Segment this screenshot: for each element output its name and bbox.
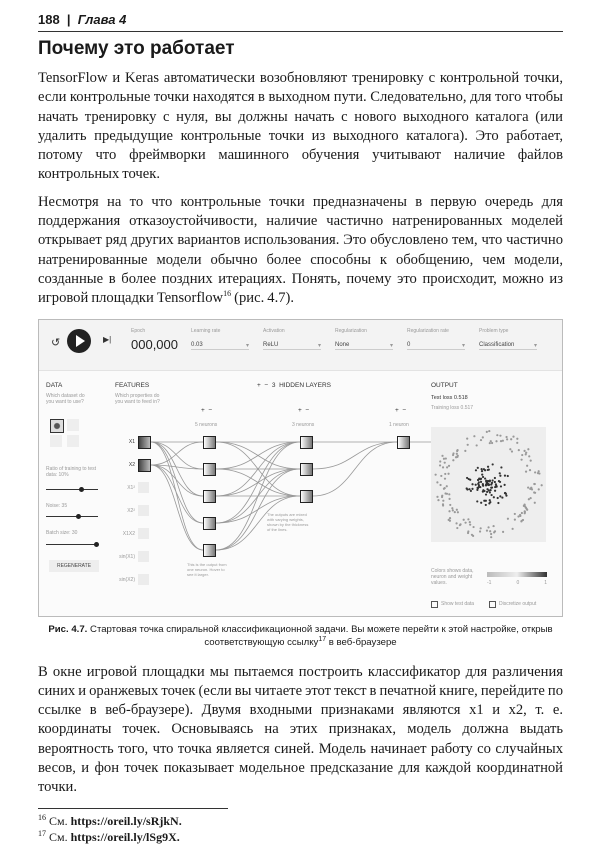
weights-note: The outputs are mixed with varying weights, shown by the thickness of the lines. [267, 511, 309, 532]
data-point [519, 513, 521, 515]
data-point [490, 440, 492, 442]
paragraph: В окне игровой площадки мы пытаемся построить классификатор для различения синих и оранжевых точек (если вы читаете этот текст в печатной книге, перейдите по ссылке в веб-браузере). Двумя входными признаками являются x1 и x2, т. е. координаты точек. Основываясь на этих признаках, модель должна выдать вероятность того, что точка является синей. Модель начинает работу со случайных весов, и фон точек показывает модельное предсказание для каждой координатной точки. [38, 663, 563, 796]
data-point [486, 529, 488, 531]
hidden-layers-title: HIDDEN LAYERS [279, 381, 331, 389]
data-point [447, 472, 449, 474]
data-point [494, 480, 496, 482]
data-point [525, 451, 527, 453]
data-point [435, 473, 437, 475]
data-point [444, 472, 446, 474]
playground-figure [38, 319, 563, 617]
data-point [518, 449, 520, 451]
data-point [477, 466, 479, 468]
data-point [527, 448, 529, 450]
data-point [528, 455, 530, 457]
data-title: DATA [46, 381, 63, 389]
data-point [499, 434, 501, 436]
data-point [482, 483, 484, 485]
caption-text: в веб-браузере [326, 636, 397, 648]
feature-label: X2 [128, 461, 135, 468]
data-point [473, 435, 475, 437]
data-point [489, 442, 491, 444]
output-plot [431, 427, 551, 542]
data-point [493, 496, 495, 498]
data-point [468, 488, 470, 490]
data-point [449, 503, 451, 505]
data-point [466, 437, 468, 439]
data-point [485, 493, 487, 495]
weight-link [313, 442, 397, 469]
data-point [486, 490, 488, 492]
data-point [476, 500, 478, 502]
control-value: 0 [407, 341, 411, 348]
data-point [446, 485, 448, 487]
data-point [455, 456, 457, 458]
data-point [512, 435, 514, 437]
data-point [469, 521, 471, 523]
neuron-buttons[interactable]: + − [298, 406, 310, 414]
data-point [487, 468, 489, 470]
data-point [516, 437, 518, 439]
data-point [489, 479, 491, 481]
data-point [472, 534, 474, 536]
scale-max: 1 [544, 579, 547, 586]
data-point [538, 472, 540, 474]
data-point [489, 499, 491, 501]
control-label: Regularization [335, 327, 367, 334]
data-point [440, 474, 442, 476]
data-point [506, 438, 508, 440]
data-point [538, 470, 540, 472]
neuron[interactable] [203, 490, 216, 503]
data-point [452, 452, 454, 454]
layer-neuron-count: 5 neurons [195, 421, 218, 428]
control-value: 0.03 [191, 341, 203, 348]
epoch-value: 000,000 [131, 336, 178, 352]
step-icon[interactable]: ▶| [103, 334, 112, 344]
figure-caption [38, 623, 563, 649]
data-point [437, 499, 439, 501]
data-point [445, 457, 447, 459]
scale-mid: 0 [516, 579, 520, 586]
feature-label: X1 [128, 438, 135, 445]
data-point [514, 512, 516, 514]
data-point [475, 469, 477, 471]
data-point [497, 496, 499, 498]
control-label: Problem type [479, 327, 509, 334]
data-point [499, 474, 501, 476]
neuron-buttons[interactable]: + − [395, 406, 407, 414]
footnote-number: 16 [38, 812, 46, 822]
data-point [443, 487, 445, 489]
control-value: ReLU [263, 341, 279, 348]
data-point [481, 473, 483, 475]
data-point [504, 474, 506, 476]
data-point [439, 460, 441, 462]
data-point [442, 466, 444, 468]
data-point [482, 490, 484, 492]
data-point [456, 449, 458, 451]
data-point [538, 488, 540, 490]
data-point [514, 518, 516, 520]
data-point [456, 527, 458, 529]
data-point [444, 477, 446, 479]
data-point [480, 477, 482, 479]
data-point [526, 508, 528, 510]
data-point [439, 483, 441, 485]
data-point [494, 530, 496, 532]
data-point [485, 499, 487, 501]
data-point [487, 465, 489, 467]
data-point [464, 521, 466, 523]
neuron[interactable] [397, 436, 410, 449]
feature-label: X1X2 [122, 530, 135, 537]
data-point [442, 499, 444, 501]
feature-label: sin(X2) [119, 576, 135, 583]
footnote-link[interactable]: https://oreil.ly/lSg9X. [70, 829, 180, 844]
data-point [496, 434, 498, 436]
neuron[interactable] [300, 436, 313, 449]
feature-label: X2² [127, 507, 135, 514]
data-point [541, 484, 543, 486]
scale-min: -1 [487, 579, 492, 586]
control-label: Regularization rate [407, 327, 449, 334]
data-point [485, 479, 487, 481]
paragraph [38, 193, 563, 309]
data-point [498, 480, 500, 482]
data-point [456, 508, 458, 510]
data-point [509, 448, 511, 450]
data-point [475, 483, 477, 485]
data-point [517, 515, 519, 517]
weight-link [313, 442, 397, 496]
weight-link [216, 469, 300, 550]
data-point [466, 487, 468, 489]
footnote-rule [38, 808, 228, 809]
data-point [491, 441, 493, 443]
footnote [38, 813, 563, 829]
data-point [469, 523, 471, 525]
data-point [533, 482, 535, 484]
data-point [489, 501, 491, 503]
data-point [507, 474, 509, 476]
data-point [467, 531, 469, 533]
data-point [516, 441, 518, 443]
chevron-down-icon: ▾ [461, 342, 465, 349]
data-point [457, 511, 459, 513]
data-point [448, 493, 450, 495]
caption-text: Стартовая точка спиральной классификационной задачи. Вы можете перейти к этой настройке, открыв соответствующую ссылку [87, 623, 553, 648]
data-point [490, 483, 492, 485]
paragraph-text: Несмотря на то что контрольные точки предназначены в первую очередь для поддержания отказоустойчивости, наличие частично натренированных моделей открывает ряд других вариантов использования. Это обусловлено тем, что частично натренированные модели обычно более способны к обобщению, чем модели, созданные в более поздних итерациях. Понять, почему это происходит, можно из игровой площадки Tensorflow [38, 193, 563, 307]
footnote-number: 17 [38, 828, 46, 838]
data-point [534, 491, 536, 493]
data-point [490, 489, 492, 491]
data-point [481, 468, 483, 470]
weight-link [151, 465, 203, 550]
footnote [38, 829, 563, 845]
data-point [504, 491, 506, 493]
weight-link [216, 442, 300, 523]
data-point [454, 511, 456, 513]
noise-label: Noise: 35 [46, 502, 68, 509]
data-point [507, 517, 509, 519]
data-point [490, 494, 492, 496]
control-label: Learning rate [191, 327, 221, 334]
weight-link [151, 442, 203, 550]
data-point [492, 525, 494, 527]
data-point [521, 454, 523, 456]
data-point [436, 495, 438, 497]
show-test-data-checkbox[interactable] [431, 601, 474, 608]
data-point [499, 495, 501, 497]
data-point [484, 477, 486, 479]
add-layer-button[interactable]: + [257, 381, 261, 389]
control-value: Classification [479, 341, 515, 348]
data-point [529, 469, 531, 471]
data-point [486, 430, 488, 432]
data-point [523, 449, 525, 451]
running-header: 188 | Глава 4 [38, 12, 563, 32]
section-title: Почему это работает [38, 38, 235, 59]
data-point [528, 498, 530, 500]
data-point [490, 532, 492, 534]
data-point [463, 518, 465, 520]
data-point [523, 503, 525, 505]
data-point [444, 461, 446, 463]
data-point [455, 522, 457, 524]
output-title: OUTPUT [431, 381, 458, 389]
caption-label: Рис. 4.7. [48, 623, 88, 635]
neuron[interactable] [203, 544, 216, 557]
features-question: Which properties do you want to feed in? [115, 392, 160, 405]
data-point [511, 450, 513, 452]
data-point [470, 489, 472, 491]
neuron[interactable] [203, 436, 216, 449]
data-point [484, 469, 486, 471]
neuron[interactable] [203, 463, 216, 476]
data-point [444, 492, 446, 494]
data-point [530, 459, 532, 461]
data-point [489, 530, 491, 532]
chevron-down-icon: ▾ [389, 342, 393, 349]
discretize-checkbox[interactable] [489, 601, 536, 608]
data-point [492, 463, 494, 465]
data-question: Which dataset do you want to use? [46, 392, 85, 405]
training-loss: Training loss 0.517 [431, 404, 474, 411]
data-point [525, 470, 527, 472]
checkbox-label: Discretize output [499, 601, 537, 608]
data-point [441, 454, 443, 456]
neuron[interactable] [203, 517, 216, 530]
data-point [504, 483, 506, 485]
data-point [467, 518, 469, 520]
color-scale [487, 572, 547, 577]
reset-icon[interactable]: ↺ [51, 336, 61, 349]
data-point [534, 501, 536, 503]
paragraph-text: (рис. 4.7). [231, 290, 295, 307]
neuron[interactable] [300, 463, 313, 476]
data-point [471, 483, 473, 485]
chevron-down-icon: ▾ [317, 342, 321, 349]
data-point [524, 510, 526, 512]
data-point [490, 536, 492, 538]
layer-neuron-count: 3 neurons [292, 421, 315, 428]
data-point [482, 436, 484, 438]
data-point [452, 459, 454, 461]
data-point [459, 524, 461, 526]
data-point [494, 489, 496, 491]
data-point [449, 519, 451, 521]
data-point [526, 464, 528, 466]
data-point [466, 476, 468, 478]
feature-label: sin(X1) [119, 553, 135, 560]
chevron-down-icon: ▾ [245, 342, 249, 349]
data-point [489, 491, 491, 493]
data-point [467, 443, 469, 445]
data-point [492, 479, 494, 481]
data-point [505, 435, 507, 437]
data-point [436, 481, 438, 483]
colors-note: Colors shows data, neuron and weight values. [431, 567, 474, 586]
footnote-prefix: См. [49, 813, 71, 828]
chapter-label: Глава 4 [77, 12, 127, 27]
data-point [534, 471, 536, 473]
data-point [510, 438, 512, 440]
data-point [479, 530, 481, 532]
feature-label: X1² [127, 484, 135, 491]
layer-neuron-count: 1 neuron [389, 421, 409, 428]
data-point [477, 482, 479, 484]
data-point [439, 464, 441, 466]
data-point [521, 519, 523, 521]
data-point [451, 507, 453, 509]
checkbox-label: Show test data [441, 601, 475, 608]
data-point [500, 485, 502, 487]
data-point [471, 487, 473, 489]
data-point [501, 496, 503, 498]
ratio-label: Ratio of training to test data: 10% [46, 465, 97, 478]
data-point [479, 486, 481, 488]
remove-layer-button[interactable]: − [264, 381, 269, 389]
regenerate-button[interactable]: REGENERATE [49, 560, 99, 572]
neuron-note: This is the output from one neuron. Hover to see it larger. [187, 561, 227, 577]
neuron-buttons[interactable]: + − [201, 406, 213, 414]
data-point [456, 452, 458, 454]
data-point [464, 449, 466, 451]
data-point [495, 484, 497, 486]
data-point [502, 530, 504, 532]
weight-link [151, 442, 203, 523]
data-point [448, 497, 450, 499]
data-point [521, 511, 523, 513]
data-point [448, 510, 450, 512]
data-point [476, 444, 478, 446]
data-point [449, 517, 451, 519]
data-point [529, 487, 531, 489]
layer-count: 3 [271, 381, 276, 389]
data-point [512, 527, 514, 529]
data-point [487, 483, 489, 485]
data-point [500, 440, 502, 442]
data-point [485, 503, 487, 505]
data-point [480, 480, 482, 482]
data-point [480, 527, 482, 529]
data-point [487, 526, 489, 528]
data-point [472, 526, 474, 528]
footnote-prefix: См. [49, 829, 71, 844]
data-point [494, 476, 496, 478]
data-point [520, 458, 522, 460]
data-point [441, 494, 443, 496]
neuron[interactable] [300, 490, 313, 503]
footnote-link[interactable]: https://oreil.ly/sRjkN. [70, 813, 182, 828]
data-point [495, 440, 497, 442]
data-point [448, 464, 450, 466]
data-point [490, 486, 492, 488]
data-point [480, 439, 482, 441]
chevron-down-icon: ▾ [533, 342, 537, 349]
data-point [505, 494, 507, 496]
test-loss: Test loss 0.518 [431, 394, 468, 401]
data-point [480, 501, 482, 503]
data-point [499, 472, 501, 474]
footnote-ref[interactable]: 16 [223, 289, 232, 299]
data-point [527, 486, 529, 488]
page-number: 188 [38, 12, 60, 27]
data-point [497, 501, 499, 503]
control-label: Activation [263, 327, 285, 334]
footnote-ref[interactable]: 17 [318, 635, 327, 643]
epoch-label: Epoch [131, 327, 146, 334]
paragraph: TensorFlow и Keras автоматически возобновляют тренировку с контрольной точки, если контрольные точки находятся в выходном пути. Следовательно, для того чтобы начать тренировку с нуля, вы должны начать с нового выходного каталога (или удалить предыдущие контрольные точки из выходного каталога). Это работает, потому что фреймворки машинного обучения учитывают наличие файлов контрольных точек. [38, 70, 563, 183]
data-point [443, 457, 445, 459]
features-title: FEATURES [115, 381, 150, 389]
batch-label: Batch size: 30 [46, 529, 78, 536]
data-point [452, 509, 454, 511]
data-point [482, 475, 484, 477]
control-value: None [335, 341, 350, 348]
data-point [481, 470, 483, 472]
data-point [488, 430, 490, 432]
data-point [500, 466, 502, 468]
data-point [442, 504, 444, 506]
data-point [446, 466, 448, 468]
